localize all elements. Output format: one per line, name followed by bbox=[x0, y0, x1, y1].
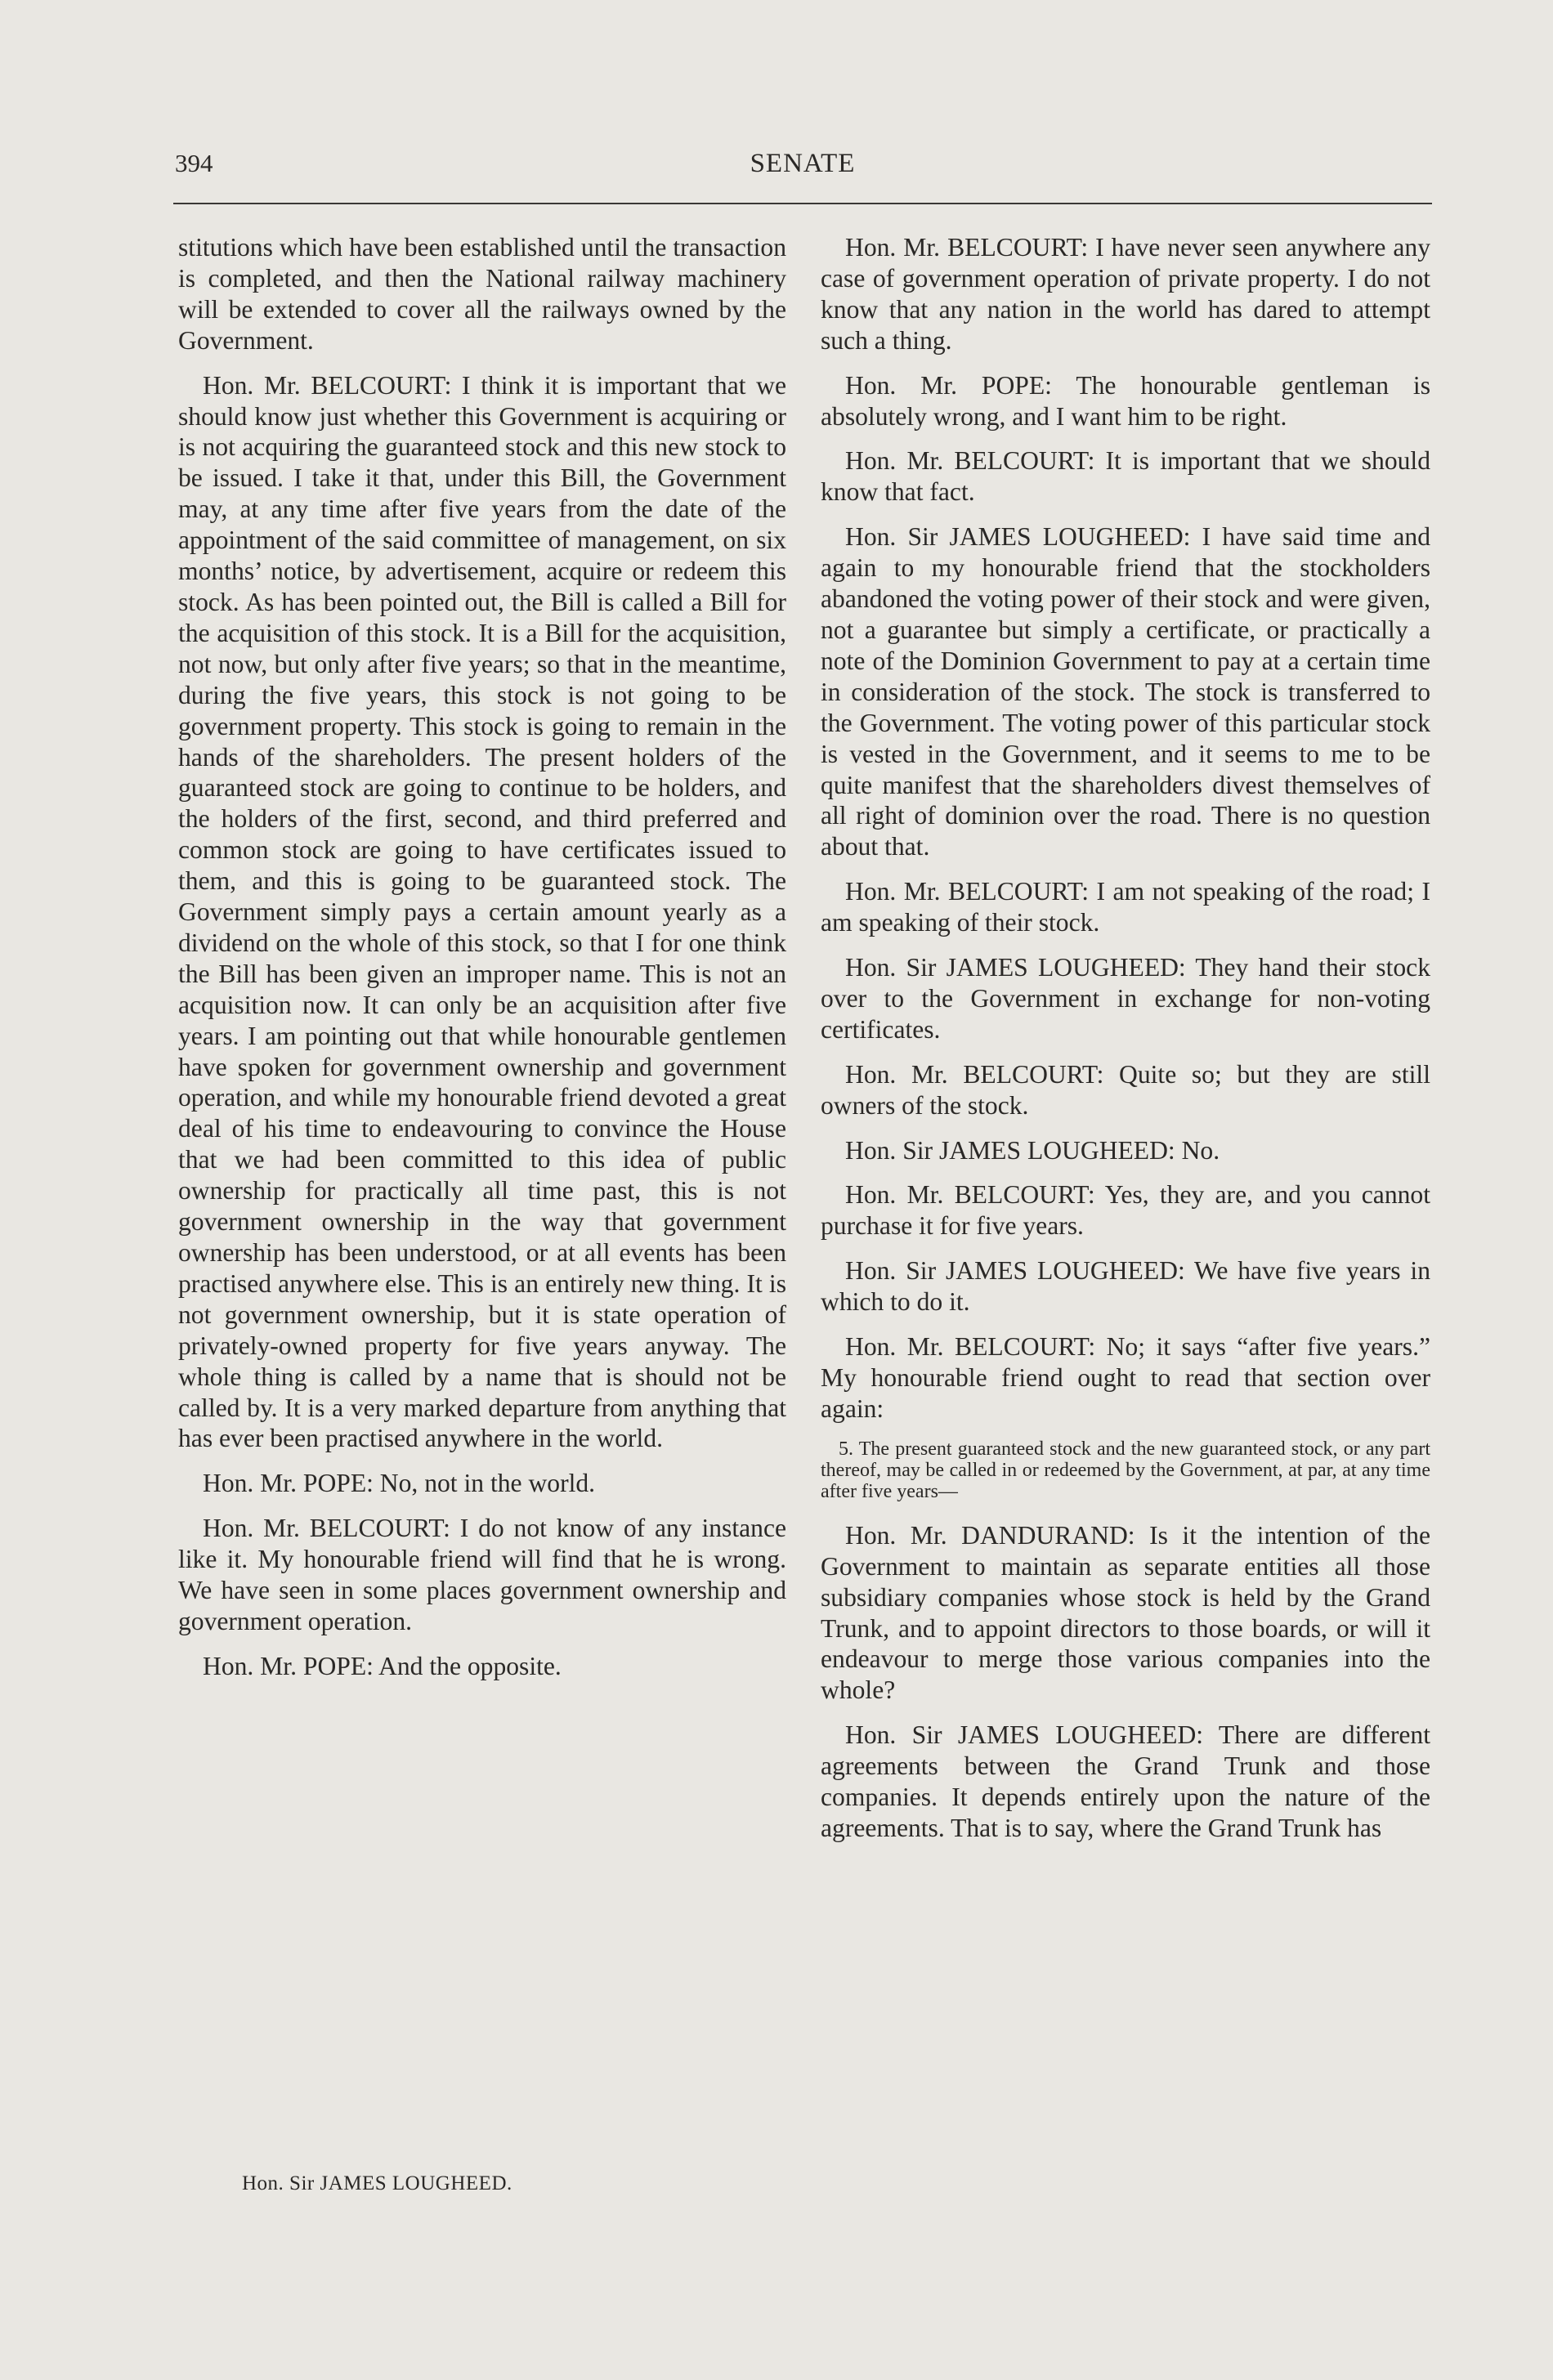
paragraph: stitutions which have been established until the transaction is completed, and then the National railway machinery will be extended to cover all the railways owned by the Government. bbox=[178, 233, 786, 355]
paragraph: Hon. Mr. BELCOURT: I do not know of any instance like it. My honourable friend will find that he is wrong. We have seen in some places government ownership and government operation. bbox=[178, 1514, 786, 1635]
page-number: 394 bbox=[175, 149, 213, 177]
paragraph: Hon. Sir JAMES LOUGHEED: No. bbox=[845, 1135, 1220, 1165]
left-column bbox=[178, 232, 786, 1696]
page-header bbox=[175, 149, 1430, 185]
paragraph: Hon. Mr. BELCOURT: Yes, they are, and you cannot purchase it for five years. bbox=[821, 1180, 1430, 1241]
paragraph: Hon. Mr. BELCOURT: I am not speaking of the road; I am speaking of their stock. bbox=[821, 877, 1430, 937]
paragraph: Hon. Sir JAMES LOUGHEED: They hand their stock over to the Government in exchange for non-voting certificates. bbox=[821, 953, 1430, 1044]
paragraph: Hon. Sir JAMES LOUGHEED: There are different agreements between the Grand Trunk and those companies. It depends entirely upon the nature of the agreements. That is to say, where the Grand Trunk has bbox=[821, 1720, 1430, 1842]
paragraph: Hon. Mr. POPE: No, not in the world. bbox=[203, 1469, 596, 1498]
paragraph: Hon. Mr. BELCOURT: Quite so; but they are still owners of the stock. bbox=[821, 1059, 1430, 1120]
paragraph: Hon. Mr. POPE: And the opposite. bbox=[203, 1651, 562, 1680]
paragraph: Hon. Mr. BELCOURT: I think it is important that we should know just whether this Government is acquiring or is not acquiring the guaranteed stock and this new stock to be issued. I take it that, under this Bill, the Government may, at any time after five years from the date of the appointment of the said committee of management, on six months’ notice, by advertisement, acquire or redeem this stock. As has been pointed out, the Bill is called a Bill for the acquisition of this stock. It is a Bill for the acquisition, not now, but only after five years; so that in the meantime, during the five years, this stock is not going to be government property. This stock is going to remain in the hands of the shareholders. The present holders of the guaranteed stock are going to continue to be holders, and the holders of the first, second, and third preferred and common stock are going to have certificates issued to them, and this is going to be guaranteed stock. The Government simply pays a certain amount yearly as a dividend on the whole of this stock, so that I for one think the Bill has been given an improper name. This is not an acquisition now. It can only be an acquisition after five years. I am pointing out that while honourable gentlemen have spoken for government ownership and government operation, and while my honourable friend devoted a great deal of his time to endeavouring to convince the House that we had been committed to this idea of public ownership for practically all time past, this is not government ownership in the way that government ownership has been understood, or at all events has been practised anywhere else. This is an entirely new thing. It is not government ownership, but it is state operation of privately-owned property for five years anyway. The whole thing is called by a name that is should not be called by. It is a very marked departure from anything that has ever been practised anywhere in the world. bbox=[178, 370, 786, 1453]
running-title: SENATE bbox=[750, 149, 856, 178]
right-column bbox=[821, 232, 1430, 1858]
paragraph: Hon. Mr. POPE: The honourable gentleman is absolutely wrong, and I want him to be right. bbox=[821, 370, 1430, 431]
paragraph: Hon. Mr. BELCOURT: No; it says “after five years.” My honourable friend ought to read that section over again: bbox=[821, 1332, 1430, 1423]
header-rule bbox=[173, 203, 1432, 204]
paragraph: Hon. Mr. BELCOURT: I have never seen anywhere any case of government operation of private property. I do not know that any nation in the world has dared to attempt such a thing. bbox=[821, 233, 1430, 355]
bill-section-quote: 5. The present guaranteed stock and the new guaranteed stock, or any part thereof, may be called in or redeemed by the Government, at par, at any time after five years— bbox=[821, 1438, 1430, 1502]
footer-speaker-catchword: Hon. Sir JAMES LOUGHEED. bbox=[242, 2172, 512, 2194]
paragraph: Hon. Mr. BELCOURT: It is important that we should know that fact. bbox=[821, 446, 1430, 507]
paragraph: Hon. Mr. DANDURAND: Is it the intention of the Government to maintain as separate entities all those subsidiary companies whose stock is held by the Grand Trunk, and to appoint directors to those boards, or will it endeavour to merge those various companies into the whole? bbox=[821, 1520, 1430, 1705]
paragraph: Hon. Sir JAMES LOUGHEED: I have said time and again to my honourable friend that the stockholders abandoned the voting power of their stock and were given, not a guarantee but simply a certificate, or practically a note of the Dominion Government to pay at a certain time in consideration of the stock. The stock is transferred to the Government. The voting power of this particular stock is vested in the Government, and it seems to me to be quite manifest that the shareholders divest themselves of all right of dominion over the road. There is no question about that. bbox=[821, 522, 1430, 861]
paragraph: Hon. Sir JAMES LOUGHEED: We have five years in which to do it. bbox=[821, 1256, 1430, 1317]
